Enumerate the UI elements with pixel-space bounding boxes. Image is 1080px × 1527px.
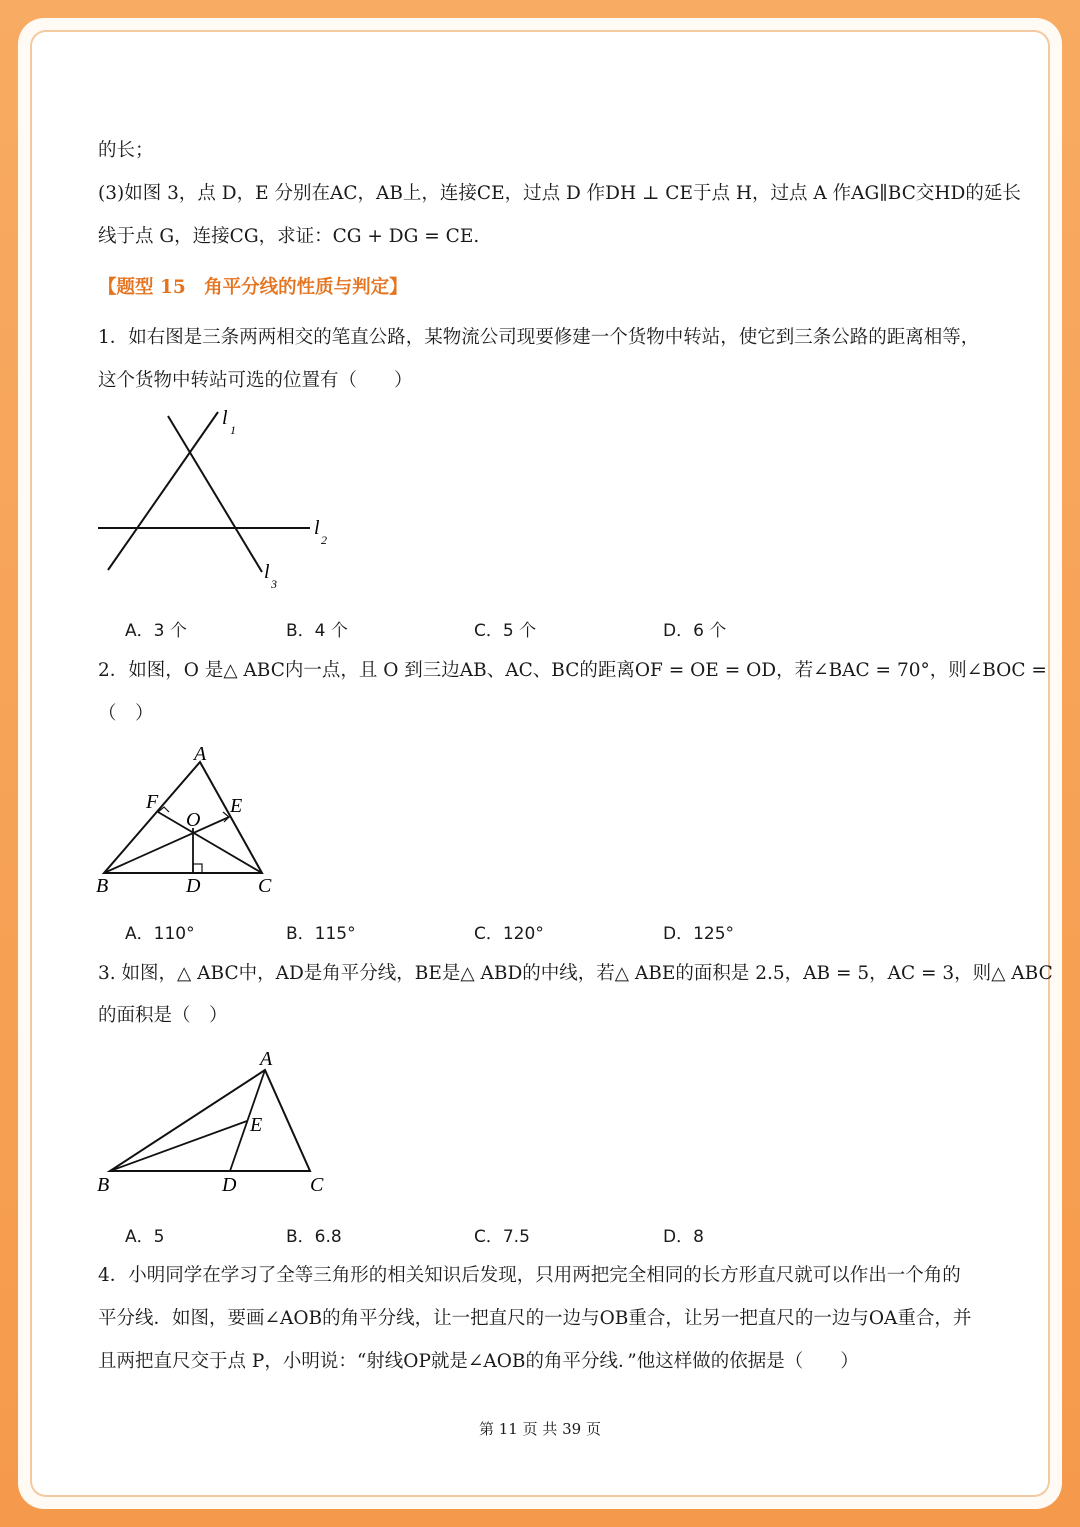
q2-line-2: （ ）	[98, 703, 154, 724]
triangle-abc	[110, 1070, 310, 1171]
label-a: A	[260, 1048, 273, 1070]
q3-option-c[interactable]: C．7.5	[474, 1227, 530, 1247]
label-l1-sub: 1	[230, 423, 236, 437]
q2-option-d[interactable]: D．125°	[663, 924, 735, 944]
label-l3: l	[264, 561, 270, 583]
q2-option-a[interactable]: A．110°	[125, 924, 195, 944]
q4-line-3: 且两把直尺交于点 P，小明说：“射线OP就是∠AOB的角平分线．”他这样做的依据是（ ）	[98, 1351, 859, 1372]
right-angle-d	[193, 864, 202, 873]
intro-line-1: 的长；	[98, 140, 154, 161]
road-l3	[168, 416, 262, 572]
label-l2-sub: 2	[321, 533, 327, 547]
page-number-footer: 第 11 页 共 39 页	[478, 1420, 601, 1438]
segment-be	[110, 1121, 247, 1171]
label-e: E	[250, 1114, 263, 1136]
section-heading: 【题型 15 角平分线的性质与判定】	[98, 277, 408, 298]
label-o: O	[186, 809, 201, 831]
intro-line-2: (3)如图 3，点 D，E 分别在AC，AB上，连接CE，过点 D 作DH ⊥ CE于点 H，过点 A 作AG∥BC交HD的延长	[98, 183, 1021, 204]
q1-option-c[interactable]: C．5 个	[474, 621, 537, 641]
label-f: F	[146, 791, 159, 813]
q2-option-b[interactable]: B．115°	[286, 924, 356, 944]
q3-option-b[interactable]: B．6.8	[286, 1227, 342, 1247]
q1-line-2: 这个货物中转站可选的位置有（ ）	[98, 370, 413, 391]
q1-option-d[interactable]: D．6 个	[663, 621, 727, 641]
road-l1	[108, 412, 218, 570]
q1-option-a[interactable]: A．3 个	[125, 621, 187, 641]
label-c: C	[258, 875, 272, 897]
q3-line-1: 3. 如图，△ ABC中，AD是角平分线，BE是△ ABD的中线，若△ ABE的面积是 2.5，AB = 5，AC = 3，则△ ABC	[98, 963, 1053, 984]
label-e: E	[230, 795, 243, 817]
label-l2: l	[314, 517, 320, 539]
q3-option-d[interactable]: D．8	[663, 1227, 704, 1247]
q1-figure-three-roads	[90, 400, 350, 600]
triangle-abc	[104, 762, 262, 873]
label-c: C	[310, 1174, 324, 1196]
q3-option-a[interactable]: A．5	[125, 1227, 165, 1247]
segment-be	[104, 817, 229, 873]
q4-line-2: 平分线．如图，要画∠AOB的角平分线，让一把直尺的一边与OB重合，让另一把直尺的一边与OA重合，并	[98, 1308, 972, 1329]
label-b: B	[96, 875, 109, 897]
q4-line-1: 4．小明同学在学习了全等三角形的相关知识后发现，只用两把完全相同的长方形直尺就可以作出一个角的	[98, 1265, 961, 1286]
label-d: D	[222, 1174, 237, 1196]
q1-option-b[interactable]: B．4 个	[286, 621, 348, 641]
label-b: B	[97, 1174, 110, 1196]
label-l1: l	[222, 407, 228, 429]
q3-line-2: 的面积是（ ）	[98, 1005, 228, 1026]
q2-figure-triangle	[90, 740, 290, 900]
q3-figure-triangle	[90, 1045, 340, 1200]
label-d: D	[186, 875, 201, 897]
label-a: A	[194, 743, 207, 765]
q2-line-1: 2．如图，O 是△ ABC内一点，且 O 到三边AB、AC、BC的距离OF = OE = OD，若∠BAC = 70°，则∠BOC =	[98, 660, 1047, 681]
q2-option-c[interactable]: C．120°	[474, 924, 544, 944]
q1-line-1: 1．如右图是三条两两相交的笔直公路，某物流公司现要修建一个货物中转站，使它到三条公路的距离相等，	[98, 327, 980, 348]
intro-line-3: 线于点 G，连接CG，求证：CG + DG = CE.	[98, 226, 480, 247]
label-l3-sub: 3	[271, 577, 277, 591]
